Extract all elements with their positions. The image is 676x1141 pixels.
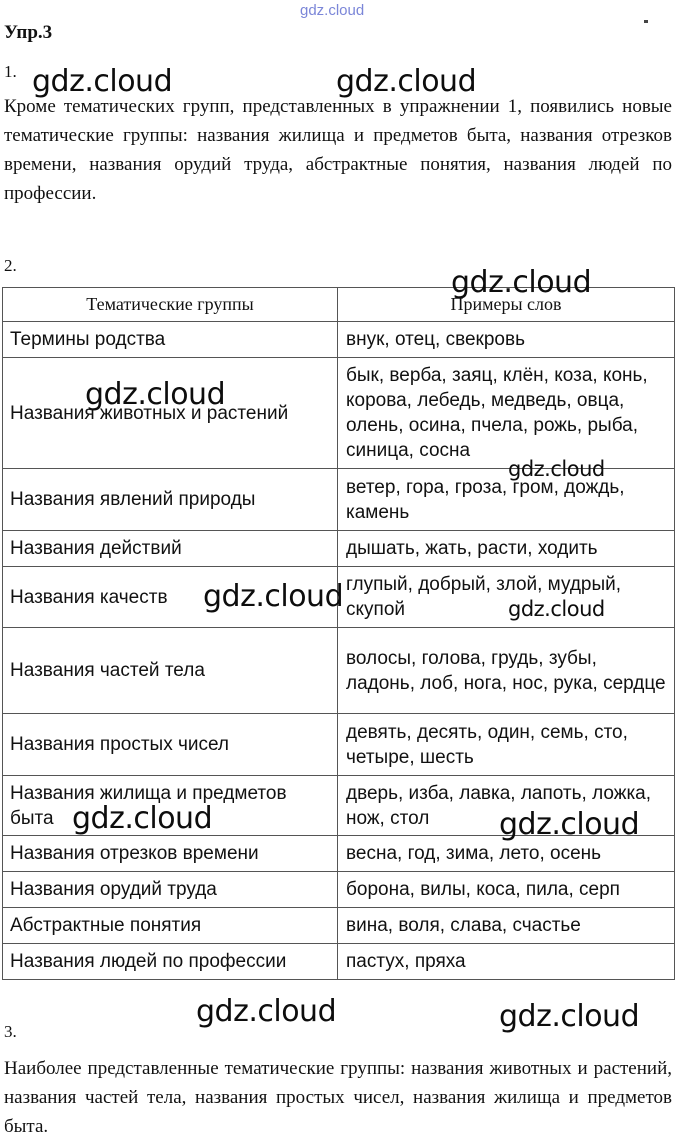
examples-cell: пастух, пряха [338,944,675,980]
group-cell: Абстрактные понятия [3,908,338,944]
group-cell: Названия явлений природы [3,469,338,531]
examples-cell: внук, отец, свекровь [338,322,675,358]
group-cell: Названия орудий труда [3,872,338,908]
group-cell: Названия простых чисел [3,714,338,776]
speck-mark [644,20,648,23]
group-cell: Названия качеств [3,567,338,628]
table-row [3,908,675,944]
examples-cell: весна, год, зима, лето, осень [338,836,675,872]
table-row [3,872,675,908]
group-cell: Названия отрезков времени [3,836,338,872]
watermark: gdz.cloud [336,64,477,99]
exercise-title: Упр.3 [4,22,53,43]
watermark: gdz.cloud [451,265,592,300]
header-groups: Тематические группы [3,288,338,322]
section-3-text: Наиболее представленные тематические группы: названия животных и растений, названия частей тела, названия простых чисел, названия жилища и предметов быта. [4,1058,672,1137]
watermark: gdz.cloud [85,377,226,412]
section-3-number: 3. [4,1022,17,1041]
group-cell: Термины родства [3,322,338,358]
table-row [3,358,675,469]
examples-cell: девять, десять, один, семь, сто, четыре, шесть [338,714,675,776]
watermark-top: gdz.cloud [300,2,365,19]
examples-cell: ветер, гора, гроза, гром, дождь, камень [338,469,675,531]
table-row [3,531,675,567]
examples-cell: борона, вилы, коса, пила, серп [338,872,675,908]
section-2-number: 2. [4,256,17,275]
table-row [3,714,675,776]
watermark: gdz.cloud [32,64,173,99]
header-examples: Примеры слов [338,288,675,322]
group-cell: Названия людей по профессии [3,944,338,980]
watermark: gdz.cloud [499,999,640,1034]
group-cell: Названия жилища и предметов быта [3,776,338,836]
watermark: gdz.cloud [508,597,605,621]
table-row [3,628,675,714]
section-1-text: Кроме тематических групп, представленных в упражнении 1, появились новые тематические группы: названия жилища и предметов быта, названия отрезков времени, названия орудий труда, абстрактные понятия, названия людей по профессии. [4,96,672,204]
examples-cell: дверь, изба, лавка, лапоть, ложка, нож, стол [338,776,675,836]
table-row [3,322,675,358]
examples-cell: бык, верба, заяц, клён, коза, конь, корова, лебедь, медведь, овца, олень, осина, пчела, рожь, рыба, синица, сосна [338,358,675,469]
examples-cell: волосы, голова, грудь, зубы, ладонь, лоб, нога, нос, рука, сердце [338,628,675,714]
section-1-number: 1. [4,62,17,81]
watermark: gdz.cloud [196,994,337,1029]
group-cell: Названия частей тела [3,628,338,714]
examples-cell: вина, воля, слава, счастье [338,908,675,944]
group-cell: Названия действий [3,531,338,567]
watermark: gdz.cloud [508,457,605,481]
group-cell: Названия животных и растений [3,358,338,469]
watermark: gdz.cloud [72,801,213,836]
table-row [3,944,675,980]
examples-cell: глупый, добрый, злой, мудрый, скупой [338,567,675,628]
examples-cell: дышать, жать, расти, ходить [338,531,675,567]
watermark: gdz.cloud [203,579,344,614]
watermark: gdz.cloud [499,807,640,842]
